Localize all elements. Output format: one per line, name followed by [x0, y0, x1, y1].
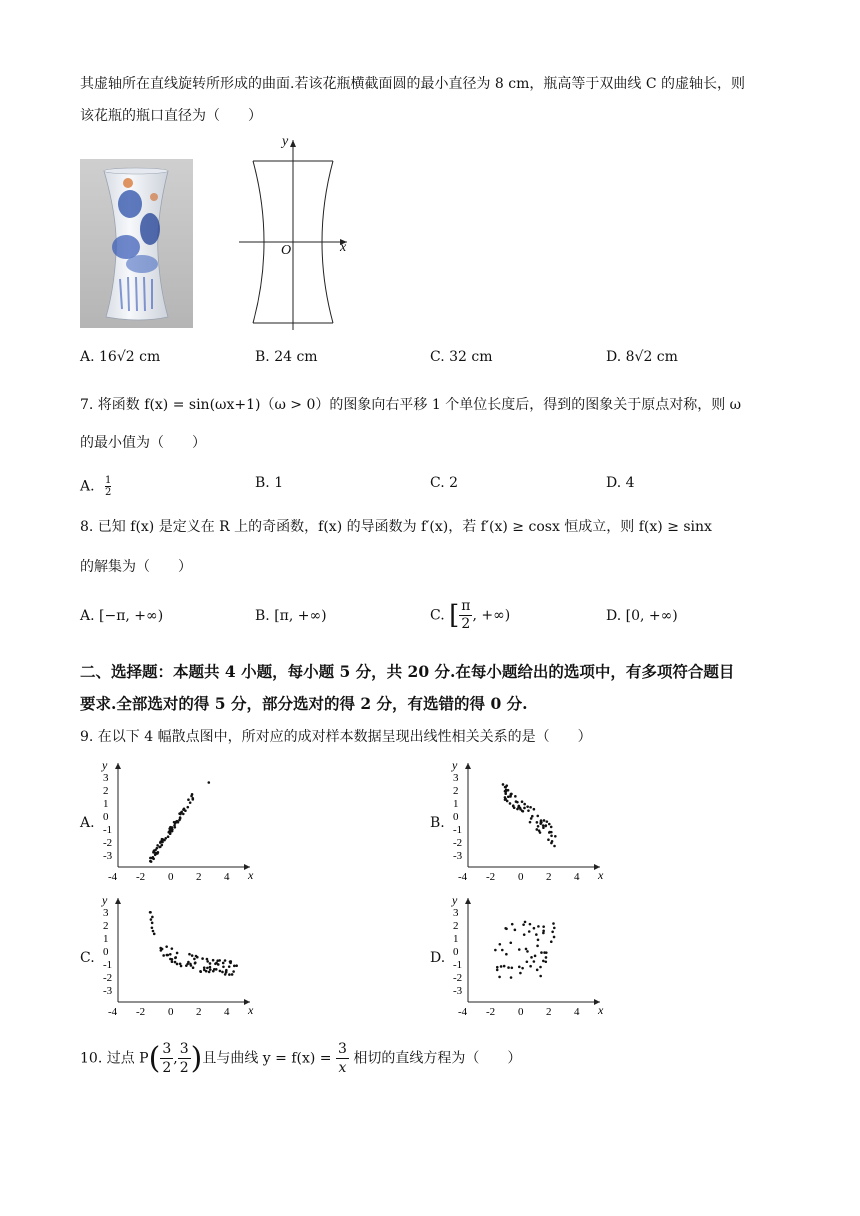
scatter-point [526, 960, 529, 963]
scatter-point [536, 945, 539, 948]
scatter-y-tick-label: -2 [453, 837, 463, 849]
scatter-point [209, 966, 212, 969]
q8-option-c-letter: C. [430, 607, 445, 624]
scatter-y-tick-label: 3 [103, 772, 109, 784]
scatter-point [511, 967, 514, 970]
q9-label-c: C. [80, 950, 95, 966]
scatter-x-tick-label: -2 [486, 1006, 496, 1018]
scatter-point [165, 945, 168, 948]
scatter-point [152, 930, 155, 933]
q7-option-b: B. 1 [255, 475, 284, 491]
scatter-point [156, 844, 159, 847]
scatter-x-tick-label: 2 [546, 871, 552, 883]
scatter-point [189, 801, 192, 804]
q6-text-line1: 其虚轴所在直线旋转所形成的曲面.若该花瓶横截面圆的最小直径为 8 cm，瓶高等于双曲线 C 的虚轴长，则 [80, 76, 745, 92]
scatter-point [539, 966, 542, 969]
scatter-y-tick-label: 2 [103, 785, 109, 797]
scatter-plot-d [450, 890, 610, 1020]
q10-middle: 且与曲线 y = f(x) = [202, 1050, 332, 1067]
q7-text-line1: 7. 将函数 f(x) = sin(ωx+1)（ω > 0）的图象向右平移 1 个单位长度后，得到的图象关于原点对称，则 ω [80, 397, 742, 413]
scatter-point [507, 795, 510, 798]
scatter-point [156, 852, 159, 855]
scatter-y-tick-label: 2 [103, 920, 109, 932]
scatter-point [518, 966, 521, 969]
q9-label-a: A. [80, 815, 95, 831]
scatter-x-tick-label: 0 [518, 871, 524, 883]
scatter-point [180, 965, 183, 968]
scatter-point [169, 832, 172, 835]
scatter-point [505, 953, 508, 956]
scatter-point [512, 804, 515, 807]
scatter-point [543, 951, 546, 954]
scatter-point [165, 954, 168, 957]
q10-prefix: 10. 过点 P [80, 1050, 149, 1067]
scatter-point [201, 957, 204, 960]
scatter-point [524, 921, 527, 924]
scatter-point [154, 849, 157, 852]
scatter-point [199, 970, 202, 973]
q10-p-y-num: 3 [179, 1041, 189, 1057]
q7-option-a [80, 475, 111, 498]
scatter-point [529, 806, 532, 809]
q7-option-c: C. 2 [430, 475, 459, 491]
scatter-point [161, 841, 164, 844]
scatter-point [184, 809, 187, 812]
scatter-x-axis-label: x [598, 868, 604, 882]
scatter-point [501, 949, 504, 952]
scatter-y-tick-label: 0 [453, 811, 459, 823]
scatter-point [547, 838, 550, 841]
scatter-point [188, 953, 191, 956]
scatter-point [187, 961, 190, 964]
q7-text-line2: 的最小值为（ ） [80, 435, 206, 451]
scatter-point [496, 969, 499, 972]
scatter-point [151, 916, 154, 919]
scatter-point [539, 831, 542, 834]
scatter-point [177, 821, 180, 824]
scatter-point [521, 967, 524, 970]
scatter-y-tick-label: -3 [453, 985, 463, 997]
scatter-y-axis-label: y [102, 893, 108, 907]
scatter-point [494, 949, 497, 952]
scatter-point [169, 958, 172, 961]
scatter-point [553, 845, 556, 848]
scatter-plot-b [450, 755, 610, 885]
scatter-point [548, 831, 551, 834]
vase-photo [80, 159, 193, 328]
scatter-point [535, 828, 538, 831]
scatter-y-tick-label: 3 [103, 907, 109, 919]
scatter-point [504, 786, 507, 789]
q10-fn-den: x [338, 1060, 347, 1076]
scatter-point [221, 971, 224, 974]
scatter-point [174, 826, 177, 829]
scatter-x-tick-label: -4 [108, 871, 118, 883]
scatter-point [496, 966, 499, 969]
scatter-plot-a [100, 755, 260, 885]
scatter-point [514, 795, 517, 798]
scatter-point [529, 821, 532, 824]
hyperbola-origin-label: O [281, 243, 292, 258]
scatter-point [209, 962, 212, 965]
scatter-point [540, 819, 543, 822]
scatter-x-tick-label: 4 [224, 1006, 230, 1018]
q8-option-c: C. [ $\frac{\pi}{2}$ , +∞) [430, 598, 511, 632]
scatter-point [229, 960, 232, 963]
scatter-y-tick-label: 3 [453, 772, 459, 784]
scatter-x-tick-label: -4 [458, 1006, 468, 1018]
scatter-point [511, 923, 514, 926]
scatter-point [537, 825, 540, 828]
scatter-point [526, 805, 529, 808]
scatter-x-axis-label: x [248, 868, 254, 882]
scatter-point [542, 960, 545, 963]
scatter-point [151, 926, 154, 929]
scatter-point [533, 927, 536, 930]
scatter-point [233, 965, 236, 968]
scatter-point [505, 789, 508, 792]
scatter-x-tick-label: 0 [168, 1006, 174, 1018]
scatter-point [163, 839, 166, 842]
scatter-point [187, 798, 190, 801]
q8-option-c-denominator: 2 [461, 616, 471, 632]
scatter-point [215, 962, 218, 965]
q10-text: 10. 过点 P( $\frac{3}{2}$ , $\frac{3}{2}$ )且与曲线 y = f(x) = $\frac{3}{x}$ 相切的直线方程为（ ） [80, 1041, 522, 1076]
scatter-point [225, 969, 228, 972]
scatter-point [543, 819, 546, 822]
scatter-y-tick-label: -3 [453, 850, 463, 862]
scatter-point [169, 953, 172, 956]
scatter-point [208, 971, 211, 974]
q6-text-line2: 该花瓶的瓶口直径为（ ） [80, 108, 262, 124]
scatter-point [534, 955, 537, 958]
scatter-point [203, 969, 206, 972]
scatter-point [542, 932, 545, 935]
scatter-y-tick-label: 0 [103, 946, 109, 958]
scatter-point [176, 963, 179, 966]
scatter-x-tick-label: 4 [574, 871, 580, 883]
scatter-x-axis-label: x [248, 1003, 254, 1017]
scatter-point [190, 964, 193, 967]
scatter-point [548, 823, 551, 826]
q8-option-c-numerator: π [461, 598, 471, 614]
q8-option-d: D. [0, +∞) [606, 608, 678, 624]
scatter-point [206, 958, 209, 961]
scatter-point [228, 965, 231, 968]
scatter-point [537, 925, 540, 928]
scatter-point [180, 811, 183, 814]
scatter-y-tick-label: 1 [103, 798, 109, 810]
q8-text-line2: 的解集为（ ） [80, 559, 192, 575]
scatter-point [219, 970, 222, 973]
scatter-point [553, 927, 556, 930]
scatter-y-tick-label: -3 [103, 850, 113, 862]
scatter-point [216, 959, 219, 962]
scatter-x-tick-label: -2 [136, 871, 146, 883]
q7-option-a-denominator: 2 [105, 487, 112, 498]
q6-option-a: A. 16√2 cm [80, 349, 161, 365]
scatter-point [552, 922, 555, 925]
scatter-point [179, 962, 182, 965]
scatter-y-tick-label: 0 [453, 946, 459, 958]
scatter-point [527, 809, 530, 812]
scatter-point [544, 825, 547, 828]
q9-label-d: D. [430, 950, 446, 966]
q6-option-d: D. 8√2 cm [606, 349, 678, 365]
q7-option-d: D. 4 [606, 475, 635, 491]
scatter-point [149, 911, 152, 914]
scatter-x-tick-label: 2 [196, 1006, 202, 1018]
scatter-point [550, 826, 553, 829]
scatter-point [521, 800, 524, 803]
scatter-point [500, 965, 503, 968]
scatter-y-tick-label: 2 [453, 920, 459, 932]
q9-text: 9. 在以下 4 幅散点图中，所对应的成对样本数据呈现出线性相关关系的是（ ） [80, 729, 592, 745]
scatter-point [503, 965, 506, 968]
scatter-point [533, 808, 536, 811]
scatter-point [530, 956, 533, 959]
scatter-point [191, 954, 194, 957]
scatter-point [530, 817, 533, 820]
scatter-point [228, 973, 231, 976]
scatter-point [529, 923, 532, 926]
scatter-point [509, 802, 512, 805]
q10-suffix: 相切的直线方程为（ ） [353, 1050, 522, 1067]
q10-fn-num: 3 [337, 1041, 347, 1057]
scatter-point [162, 954, 165, 957]
scatter-point [150, 860, 153, 863]
q8-option-b: B. [π, +∞) [255, 608, 327, 624]
scatter-point [546, 820, 549, 823]
q6-option-b: B. 24 cm [255, 349, 318, 365]
scatter-point [212, 970, 215, 973]
scatter-point [529, 965, 532, 968]
section2-heading-line1: 二、选择题：本题共 4 小题，每小题 5 分，共 20 分.在每小题给出的选项中，有多项符合题目 [80, 662, 735, 681]
scatter-point [554, 835, 557, 838]
scatter-x-tick-label: 4 [574, 1006, 580, 1018]
scatter-point [151, 922, 154, 925]
scatter-point [528, 930, 531, 933]
scatter-point [550, 842, 553, 845]
scatter-point [544, 960, 547, 963]
scatter-y-tick-label: 1 [453, 798, 459, 810]
scatter-point [551, 930, 554, 933]
scatter-y-tick-label: -3 [103, 985, 113, 997]
scatter-point [206, 967, 209, 970]
scatter-point [231, 973, 234, 976]
scatter-point [186, 806, 189, 809]
scatter-y-tick-label: 1 [103, 933, 109, 945]
scatter-y-tick-label: -2 [103, 972, 113, 984]
scatter-y-tick-label: 2 [453, 785, 459, 797]
scatter-point [179, 816, 182, 819]
scatter-y-tick-label: -1 [453, 824, 463, 836]
hyperbola-figure [235, 134, 355, 334]
scatter-point [498, 976, 501, 979]
scatter-point [195, 955, 198, 958]
scatter-point [174, 961, 177, 964]
q8-option-a: A. [−π, +∞) [80, 608, 164, 624]
scatter-point [224, 959, 227, 962]
scatter-y-axis-label: y [452, 758, 458, 772]
scatter-point [505, 928, 508, 931]
scatter-point [212, 959, 215, 962]
q10-p-x-num: 3 [162, 1041, 172, 1057]
scatter-point [542, 824, 545, 827]
scatter-point [173, 821, 176, 824]
hyperbola-y-label: y [282, 134, 289, 149]
scatter-point [150, 918, 153, 921]
scatter-point [174, 957, 177, 960]
q7-option-a-letter: A. [80, 478, 95, 495]
scatter-y-axis-label: y [102, 758, 108, 772]
scatter-point [550, 834, 553, 837]
scatter-point [159, 841, 162, 844]
q10-p-x-den: 2 [162, 1060, 172, 1076]
hyperbola-x-label: x [340, 240, 347, 255]
scatter-point [518, 948, 521, 951]
scatter-point [542, 925, 545, 928]
scatter-point [537, 939, 540, 942]
scatter-point [171, 960, 174, 963]
scatter-point [153, 933, 156, 936]
scatter-point [522, 923, 525, 926]
scatter-y-axis-label: y [452, 893, 458, 907]
scatter-point [507, 966, 510, 969]
scatter-y-tick-label: -2 [453, 972, 463, 984]
scatter-x-tick-label: 0 [168, 871, 174, 883]
scatter-point [525, 948, 528, 951]
scatter-point [215, 968, 218, 971]
scatter-point [510, 976, 513, 979]
scatter-point [192, 966, 195, 969]
q6-option-c: C. 32 cm [430, 349, 493, 365]
scatter-point [540, 951, 543, 954]
scatter-y-tick-label: -1 [103, 824, 113, 836]
scatter-x-tick-label: 4 [224, 871, 230, 883]
scatter-point [171, 947, 174, 950]
scatter-point [232, 970, 235, 973]
scatter-point [193, 958, 196, 961]
scatter-y-tick-label: -1 [103, 959, 113, 971]
scatter-x-tick-label: -2 [136, 1006, 146, 1018]
scatter-point [504, 792, 507, 795]
scatter-point [191, 797, 194, 800]
scatter-point [550, 940, 553, 943]
scatter-point [523, 803, 526, 806]
scatter-point [526, 950, 529, 953]
scatter-x-tick-label: -4 [458, 871, 468, 883]
scatter-point [161, 948, 164, 951]
scatter-point [235, 964, 238, 967]
scatter-point [159, 845, 162, 848]
scatter-y-tick-label: 1 [453, 933, 459, 945]
scatter-point [176, 952, 179, 955]
scatter-point [170, 828, 173, 831]
scatter-point [519, 808, 522, 811]
q8-text-line1: 8. 已知 f(x) 是定义在 R 上的奇函数，f(x) 的导函数为 f′(x)，若 f′(x) ≥ cosx 恒成立，则 f(x) ≥ sinx [80, 519, 712, 535]
q10-p-y-den: 2 [179, 1060, 189, 1076]
scatter-point [509, 941, 512, 944]
q7-option-a-numerator: 1 [105, 475, 112, 486]
scatter-y-tick-label: 0 [103, 811, 109, 823]
scatter-point [533, 960, 536, 963]
scatter-point [152, 856, 155, 859]
scatter-point [531, 815, 534, 818]
scatter-point [502, 783, 505, 786]
scatter-point [190, 795, 193, 798]
scatter-y-tick-label: 3 [453, 907, 459, 919]
scatter-point [536, 821, 539, 824]
scatter-point [206, 960, 209, 963]
scatter-point [535, 933, 538, 936]
scatter-point [539, 822, 542, 825]
scatter-point [506, 800, 509, 803]
scatter-point [539, 975, 542, 978]
scatter-point [209, 968, 212, 971]
scatter-point [545, 956, 548, 959]
scatter-point [504, 798, 507, 801]
scatter-point [182, 813, 185, 816]
q8-option-c-rest: , +∞) [472, 607, 511, 624]
scatter-y-tick-label: -1 [453, 959, 463, 971]
scatter-x-tick-label: 0 [518, 1006, 524, 1018]
scatter-x-axis-label: x [598, 1003, 604, 1017]
scatter-x-tick-label: 2 [196, 871, 202, 883]
scatter-point [516, 808, 519, 811]
scatter-point [519, 972, 522, 975]
scatter-point [161, 838, 164, 841]
scatter-y-tick-label: -2 [103, 837, 113, 849]
scatter-x-tick-label: 2 [546, 1006, 552, 1018]
scatter-point [514, 929, 517, 932]
scatter-point [149, 857, 152, 860]
scatter-point [222, 962, 225, 965]
scatter-point [203, 966, 206, 969]
scatter-point [194, 962, 197, 965]
section2-heading-line2: 要求.全部选对的得 5 分，部分选对的得 2 分，有选错的得 0 分. [80, 694, 528, 713]
scatter-point [515, 800, 518, 803]
scatter-plot-c [100, 890, 260, 1020]
scatter-point [536, 969, 539, 972]
scatter-point [523, 807, 526, 810]
scatter-point [523, 933, 526, 936]
scatter-x-tick-label: -2 [486, 871, 496, 883]
scatter-point [222, 965, 225, 968]
q9-label-b: B. [430, 815, 445, 831]
scatter-point [224, 973, 227, 976]
scatter-x-tick-label: -4 [108, 1006, 118, 1018]
scatter-point [499, 943, 502, 946]
scatter-point [167, 835, 170, 838]
scatter-point [208, 781, 211, 784]
scatter-point [510, 793, 513, 796]
scatter-point [178, 812, 181, 815]
scatter-point [553, 936, 556, 939]
scatter-point [536, 815, 539, 818]
